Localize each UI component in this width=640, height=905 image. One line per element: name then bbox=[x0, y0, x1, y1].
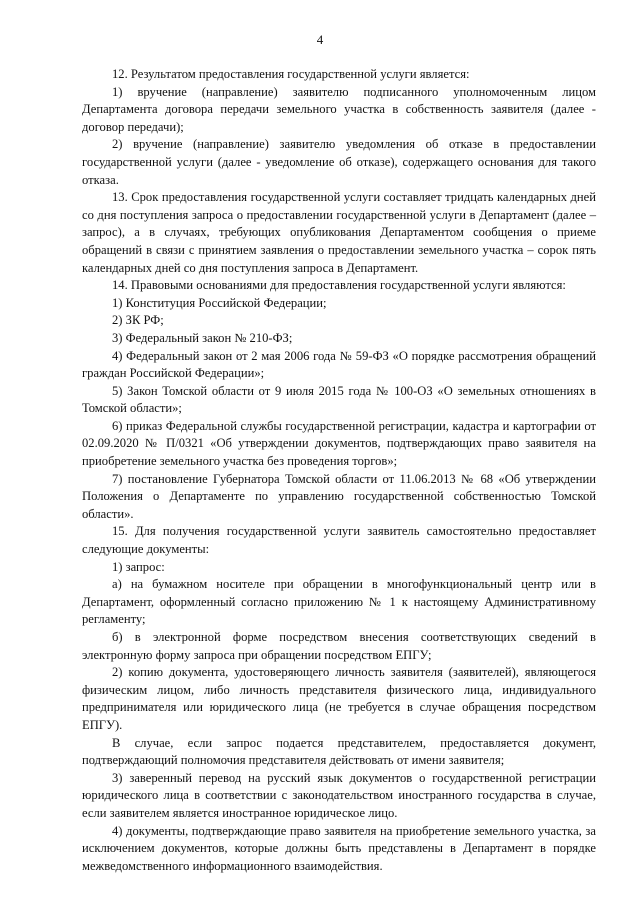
paragraph-12-item-2: 2) вручение (направление) заявителю уведомления об отказе в предоставлении государственной услуги (далее - уведомление об отказе), содержащего основания для такого отказа. bbox=[82, 137, 596, 187]
paragraph-14-item-1: 1) Конституция Российской Федерации; bbox=[112, 295, 327, 310]
paragraph-15-item-1a: а) на бумажном носителе при обращении в многофункциональный центр или в Департамент, оформленный согласно приложению № 1 к настоящему Административному регламенту; bbox=[82, 577, 596, 627]
paragraph-15-heading: 15. Для получения государственной услуги заявитель самостоятельно предоставляет следующие документы: bbox=[82, 524, 596, 557]
document-body bbox=[82, 66, 596, 875]
paragraph-12-heading: 12. Результатом предоставления государственной услуги является: bbox=[112, 67, 470, 81]
paragraph-15-representative-note: В случае, если запрос подается представителем, предоставляется документ, подтверждающий полномочия представителя действовать от имени заявителя; bbox=[82, 735, 596, 768]
paragraph-12-item-1: 1) вручение (направление) заявителю подписанного уполномоченным лицом Департамента договора передачи земельного участка в собственность заявителя (далее - договор передачи); bbox=[82, 84, 596, 134]
paragraph-13: 13. Срок предоставления государственной услуги составляет тридцать календарных дней со дня поступления запроса о предоставлении государственной услуги в Департамент (далее – запрос), а в случаях, требующих опубликования Департаментом сообщения о приеме обращений в связи с принятием заявления о предоставлении земельного участка – сорок пять календарных дней со дня поступления запроса в Департамент. bbox=[82, 190, 596, 275]
paragraph-15-item-3: 3) заверенный перевод на русский язык документов о государственной регистрации юридического лица в соответствии с законодательством иностранного государства в случае, если заявителем является иностранное юридическое лицо. bbox=[82, 770, 596, 820]
paragraph-14-item-2: 2) ЗК РФ; bbox=[112, 313, 164, 328]
paragraph-15-item-4: 4) документы, подтверждающие право заявителя на приобретение земельного участка, за исключением документов, которые должны быть представлены в Департамент в порядке межведомственного информационного взаимодействия. bbox=[82, 823, 596, 873]
page-number: 4 bbox=[316, 32, 324, 47]
paragraph-15-item-2: 2) копию документа, удостоверяющего личность заявителя (заявителей), являющегося физическим лицом, либо личность представителя физического лица, индивидуального предпринимателя или юридического лица (не требуется в случае обращения посредством ЕПГУ). bbox=[82, 665, 596, 732]
paragraph-14-item-6: 6) приказ Федеральной службы государственной регистрации, кадастра и картографии от 02.09.2020 № П/0321 «Об утверждении документов, подтверждающих право заявителя на приобретение земельного участка без проведения торгов»; bbox=[82, 418, 596, 469]
paragraph-14-heading: 14. Правовыми основаниями для предоставления государственной услуги являются: bbox=[112, 278, 566, 293]
paragraph-14-item-4: 4) Федеральный закон от 2 мая 2006 года № 59-ФЗ «О порядке рассмотрения обращений граждан Российской Федерации»; bbox=[82, 348, 596, 381]
paragraph-15-item-1: 1) запрос: bbox=[112, 559, 165, 574]
paragraph-14-item-5: 5) Закон Томской области от 9 июля 2015 года № 100-ОЗ «О земельных отношениях в Томской области»; bbox=[82, 383, 596, 416]
paragraph-14-item-7: 7) постановление Губернатора Томской области от 11.06.2013 № 68 «Об утверждении Положения о Департаменте по управлению государственной собственностью Томской области». bbox=[82, 471, 596, 521]
paragraph-15-item-1b: б) в электронной форме посредством внесения соответствующих сведений в электронную форму запроса при обращении посредством ЕПГУ; bbox=[82, 630, 596, 662]
paragraph-14-item-3: 3) Федеральный закон № 210-ФЗ; bbox=[112, 330, 293, 345]
